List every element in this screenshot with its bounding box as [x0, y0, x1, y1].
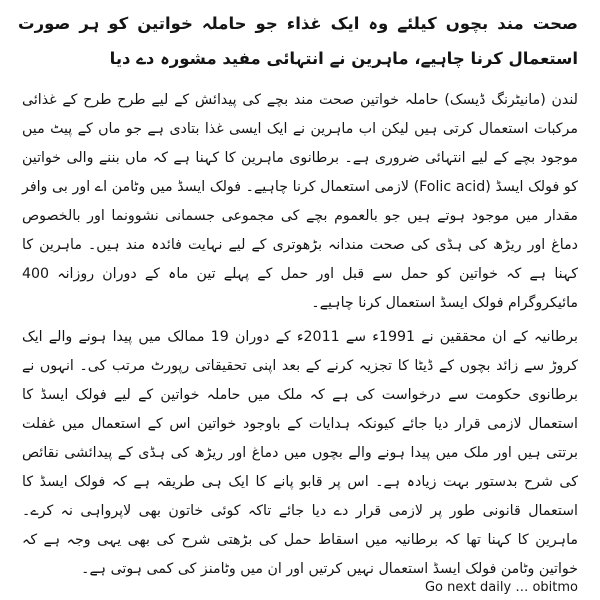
article-cutoff-line: Go next daily … obitmo: [424, 580, 578, 595]
article-paragraph-2: برطانیہ کے ان محققین نے 1991ء سے 2011ء کے دوران 19 ممالک میں پیدا ہونے والے ایک کروڑ سے زائد بچوں کے ڈیٹا کا تجزیہ کرنے کے بعد اپنی تحقیقاتی رپورٹ مرتب کی۔ انہوں نے برطانوی حکومت سے درخواست کی ہے کہ ملک میں حاملہ خواتین کے لیے فولک ایسڈ کا استعمال لازمی قرار دیا جائے کیونکہ ہدایات کے باوجود خواتین اس کے استعمال میں غفلت برتتی ہیں اور ملک میں پیدا ہونے والے بچوں میں دماغ اور ریڑھ کی ہڈی کے پیدائشی نقائص کی شرح بدستور بہت زیادہ ہے۔ اس پر قابو پانے کا ایک ہی طریقہ ہے کہ فولک ایسڈ کا استعمال قانونی طور پر لازمی قرار دے دیا جائے تاکہ کوئی خاتون بھی لاپرواہی نہ کرے۔ ماہرین کا کہنا تھا کہ برطانیہ میں اسقاط حمل کی بڑھتی شرح کی بھی یہی وجہ ہے کہ خواتین وٹامن فولک ایسڈ استعمال نہیں کرتیں اور ان میں وٹامنز کی کمی ہوتی ہے۔: [22, 329, 578, 577]
article-paragraph-1: لندن (مانیٹرنگ ڈیسک) حاملہ خواتین صحت مند بچے کی پیدائش کے لیے طرح طرح کے غذائی مرکبات استعمال کرتی ہیں لیکن اب ماہرین نے ایک ایسی غذا بتادی ہے جو ماں کے پیٹ میں موجود بچے کے لیے انتہائی ضروری ہے۔ برطانوی ماہرین کا کہنا ہے کہ ماں بننے والی خواتین کو فولک ایسڈ (Folic acid) لازمی استعمال کرنا چاہیے۔ فولک ایسڈ میں وٹامن اے اور بی وافر مقدار میں موجود ہوتے ہیں جو بالعموم بچے کی مجموعی جسمانی نشوونما اور بالخصوص دماغ اور ریڑھ کی ہڈی کی صحت مندانہ بڑھوتری کے لیے نہایت فائدہ مند ہیں۔ ماہرین کا کہنا ہے کہ خواتین کو حمل سے قبل اور حمل کے پہلے تین ماہ کے دوران روزانہ 400 مائیکروگرام فولک ایسڈ استعمال کرنا چاہیے۔: [22, 92, 578, 311]
article-headline: صحت مند بچوں کیلئے وہ ایک غذاء جو حاملہ خواتین کو ہر صورت استعمال کرنا چاہیے، ماہرین نے انتہائی مفید مشورہ دے دیا: [18, 14, 578, 68]
